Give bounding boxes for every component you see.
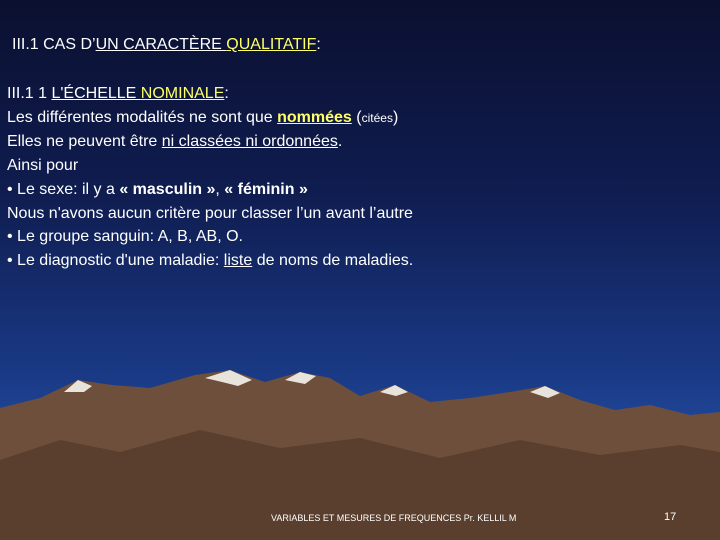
slide-title — [12, 36, 321, 54]
heading-highlight: NOMINALE — [140, 85, 225, 102]
title-suffix: : — [316, 36, 321, 53]
section-heading — [7, 82, 413, 106]
title-underlined: UN CARACTÈRE — [95, 36, 227, 53]
body-line-7 — [7, 249, 413, 273]
line2-underlined: ni classées ni ordonnées — [161, 133, 338, 151]
body-line-5: Nous n'avons aucun critère pour classer l’un avant l’autre — [7, 204, 413, 222]
line1-paren-open: ( — [351, 108, 362, 126]
line4-bold-2: « féminin » — [224, 180, 308, 198]
heading-prefix: III.1 1 — [7, 85, 52, 102]
title-prefix: III.1 CAS D’ — [12, 36, 96, 53]
slide-body — [7, 82, 413, 273]
line7-underlined: liste — [223, 251, 253, 269]
line7-suffix: de noms de maladies. — [252, 251, 414, 269]
line1-highlight: nommées — [277, 108, 352, 126]
heading-underlined: L'ÉCHELLE — [51, 85, 141, 102]
line2-suffix: . — [337, 133, 343, 151]
body-line-6: • Le groupe sanguin: A, B, AB, O. — [7, 228, 243, 246]
body-line-3: Ainsi pour — [7, 157, 79, 175]
line1-small: citées — [361, 110, 393, 125]
body-line-4 — [7, 178, 413, 202]
line1-prefix: Les différentes modalités ne sont que — [7, 108, 278, 126]
line1-paren-close: ) — [392, 108, 399, 126]
heading-suffix: : — [224, 85, 229, 102]
body-line-2 — [7, 130, 413, 154]
line7-prefix: • Le diagnostic d'une maladie: — [7, 251, 224, 269]
line4-bold-1: « masculin » — [119, 180, 216, 198]
line4-sep: , — [215, 180, 225, 198]
page-number: 17 — [664, 511, 677, 523]
line4-prefix: • Le sexe: il y a — [7, 180, 120, 198]
title-highlight: QUALITATIF — [226, 36, 317, 53]
line2-prefix: Elles ne peuvent être — [7, 133, 162, 151]
slide-footer: VARIABLES ET MESURES DE FREQUENCES Pr. KELLIL M — [271, 513, 517, 523]
body-line-1 — [7, 106, 413, 131]
